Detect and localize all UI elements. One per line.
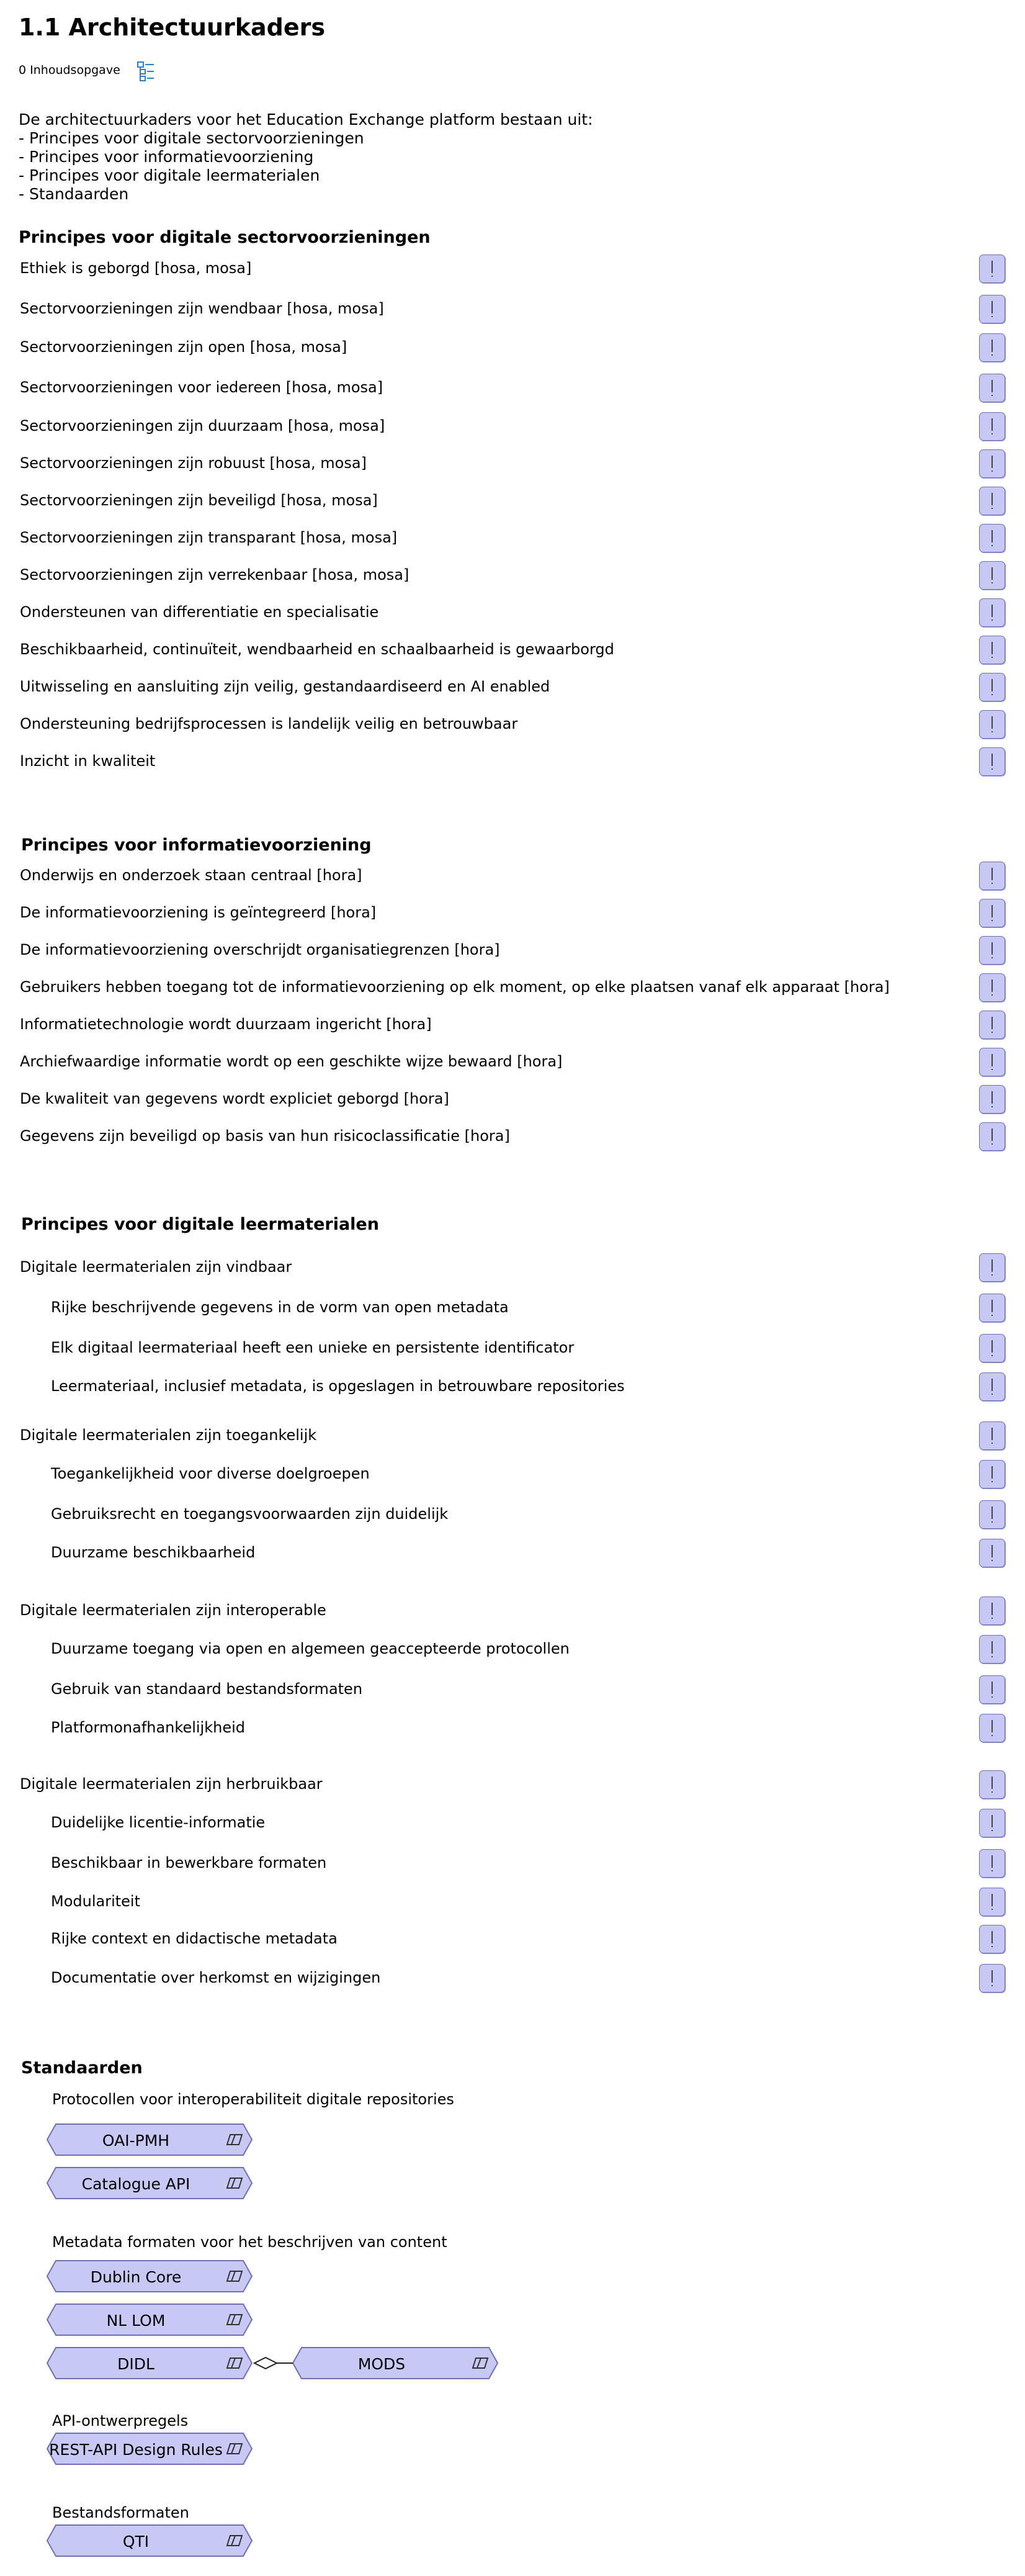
- principle-item[interactable]: Sectorvoorzieningen voor iedereen [hosa, mosa]: [20, 379, 383, 396]
- principle-item[interactable]: Ondersteunen van differentiatie en specialisatie: [20, 603, 379, 621]
- artifact-label: MODS: [357, 2355, 406, 2373]
- section-heading-standaarden: Standaarden: [21, 2058, 143, 2078]
- principle-item-exclamation-icon[interactable]: [979, 747, 1005, 776]
- sub-principle-item[interactable]: Duidelijke licentie-informatie: [51, 1814, 266, 1831]
- principle-item-exclamation-icon[interactable]: [979, 1925, 1005, 1953]
- sub-principle-item[interactable]: Documentatie over herkomst en wijzigingen: [51, 1969, 381, 1986]
- sub-principle-item[interactable]: Rijke beschrijvende gegevens in de vorm van open metadata: [51, 1299, 509, 1316]
- standard-group-label: Protocollen voor interoperabiliteit digitale repositories: [52, 2091, 454, 2108]
- principle-item-exclamation-icon[interactable]: [979, 1809, 1005, 1837]
- artifact-label: QTI: [122, 2533, 150, 2551]
- sub-principle-item[interactable]: Gebruiksrecht en toegangsvoorwaarden zijn duidelijk: [51, 1505, 449, 1523]
- principle-item-exclamation-icon[interactable]: [979, 973, 1005, 1002]
- standard-group-label: Metadata formaten voor het beschrijven van content: [52, 2233, 447, 2251]
- principle-item-exclamation-icon[interactable]: [979, 710, 1005, 739]
- aggregation-connector: [253, 2356, 294, 2373]
- principle-item-exclamation-icon[interactable]: [979, 936, 1005, 965]
- principle-item[interactable]: Sectorvoorzieningen zijn duurzaam [hosa, mosa]: [20, 417, 385, 435]
- principle-item-exclamation-icon[interactable]: [979, 561, 1005, 590]
- page-title: 1.1 Architectuurkaders: [19, 14, 326, 41]
- intro-text: De architectuurkaders voor het Education Exchange platform bestaan uit: - Principes voor digitale sectorvoorzieningen - Principes voor informatievoorziening - Principes voor digitale leermaterialen - Standaarden: [19, 110, 593, 203]
- principle-item[interactable]: Sectorvoorzieningen zijn open [hosa, mosa]: [20, 338, 347, 356]
- artifact-label: Dublin Core: [90, 2268, 182, 2286]
- principle-item-exclamation-icon[interactable]: [979, 1964, 1005, 1993]
- principle-item-exclamation-icon[interactable]: [979, 1635, 1005, 1664]
- section-heading-sector: Principes voor digitale sectorvoorzieningen: [19, 228, 431, 247]
- principle-item-exclamation-icon[interactable]: [979, 636, 1005, 664]
- principle-item[interactable]: Sectorvoorzieningen zijn verrekenbaar [hosa, mosa]: [20, 566, 410, 583]
- artifact-nl-lom[interactable]: [46, 2303, 253, 2336]
- principle-item[interactable]: Informatietechnologie wordt duurzaam ingericht [hora]: [20, 1016, 432, 1033]
- artifact-rest-api-design-rules[interactable]: [46, 2432, 253, 2466]
- principle-item[interactable]: Ethiek is geborgd [hosa, mosa]: [20, 259, 252, 277]
- principle-item[interactable]: De kwaliteit van gegevens wordt expliciet geborgd [hora]: [20, 1090, 449, 1107]
- principle-item-exclamation-icon[interactable]: [979, 1460, 1005, 1488]
- principle-item-exclamation-icon[interactable]: [979, 1596, 1005, 1625]
- principle-item-exclamation-icon[interactable]: [979, 1253, 1005, 1282]
- sub-principle-item[interactable]: Modulariteit: [51, 1893, 140, 1910]
- principle-item-exclamation-icon[interactable]: [979, 1048, 1005, 1076]
- principle-item-exclamation-icon[interactable]: [979, 295, 1005, 323]
- principle-item-exclamation-icon[interactable]: [979, 1294, 1005, 1322]
- principle-group[interactable]: Digitale leermaterialen zijn toegankelijk: [20, 1426, 317, 1444]
- principle-item[interactable]: Beschikbaarheid, continuïteit, wendbaarheid en schaalbaarheid is gewaarborgd: [20, 641, 614, 658]
- principle-item-exclamation-icon[interactable]: [979, 254, 1005, 283]
- principle-item-exclamation-icon[interactable]: [979, 862, 1005, 890]
- principle-item-exclamation-icon[interactable]: [979, 1770, 1005, 1799]
- standard-group-label: Bestandsformaten: [52, 2504, 189, 2521]
- principle-item[interactable]: Sectorvoorzieningen zijn transparant [hosa, mosa]: [20, 529, 398, 546]
- artifact-qti[interactable]: [46, 2524, 253, 2557]
- principle-item-exclamation-icon[interactable]: [979, 374, 1005, 402]
- artifact-mods[interactable]: [292, 2346, 499, 2380]
- toc-icon[interactable]: [137, 61, 155, 82]
- artifact-oai-pmh[interactable]: [46, 2123, 253, 2156]
- sub-principle-item[interactable]: Toegankelijkheid voor diverse doelgroepen: [51, 1465, 370, 1482]
- principle-item-exclamation-icon[interactable]: [979, 1675, 1005, 1704]
- sub-principle-item[interactable]: Duurzame beschikbaarheid: [51, 1544, 256, 1561]
- sub-principle-item[interactable]: Leermateriaal, inclusief metadata, is opgeslagen in betrouwbare repositories: [51, 1377, 625, 1395]
- principle-item[interactable]: Sectorvoorzieningen zijn robuust [hosa, mosa]: [20, 454, 367, 472]
- principle-item[interactable]: Ondersteuning bedrijfsprocessen is landelijk veilig en betrouwbaar: [20, 715, 518, 732]
- standard-group-label: API-ontwerpregels: [52, 2412, 189, 2430]
- principle-item-exclamation-icon[interactable]: [979, 412, 1005, 441]
- principle-item-exclamation-icon[interactable]: [979, 1334, 1005, 1362]
- principle-item-exclamation-icon[interactable]: [979, 1500, 1005, 1529]
- principle-item[interactable]: De informatievoorziening overschrijdt organisatiegrenzen [hora]: [20, 941, 500, 958]
- sub-principle-item[interactable]: Elk digitaal leermateriaal heeft een unieke en persistente identificator: [51, 1339, 575, 1356]
- sub-principle-item[interactable]: Platformonafhankelijkheid: [51, 1719, 245, 1736]
- principle-item-exclamation-icon[interactable]: [979, 1421, 1005, 1450]
- principle-item-exclamation-icon[interactable]: [979, 598, 1005, 627]
- artifact-catalogue-api[interactable]: [46, 2166, 253, 2200]
- sub-principle-item[interactable]: Duurzame toegang via open en algemeen geaccepteerde protocollen: [51, 1640, 570, 1657]
- sub-principle-item[interactable]: Rijke context en didactische metadata: [51, 1930, 338, 1947]
- principle-item[interactable]: Uitwisseling en aansluiting zijn veilig, gestandaardiseerd en AI enabled: [20, 678, 550, 695]
- principle-group[interactable]: Digitale leermaterialen zijn vindbaar: [20, 1258, 292, 1276]
- principle-item-exclamation-icon[interactable]: [979, 1539, 1005, 1567]
- principle-item[interactable]: Inzicht in kwaliteit: [20, 752, 156, 770]
- section-heading-info: Principes voor informatievoorziening: [21, 835, 372, 855]
- principle-item-exclamation-icon[interactable]: [979, 1011, 1005, 1039]
- principle-item[interactable]: Sectorvoorzieningen zijn beveiligd [hosa, mosa]: [20, 492, 378, 509]
- principle-item-exclamation-icon[interactable]: [979, 1849, 1005, 1878]
- artifact-didl[interactable]: [46, 2346, 253, 2380]
- principle-item-exclamation-icon[interactable]: [979, 899, 1005, 927]
- principle-item-exclamation-icon[interactable]: [979, 449, 1005, 478]
- principle-item-exclamation-icon[interactable]: [979, 333, 1005, 362]
- principle-item-exclamation-icon[interactable]: [979, 1085, 1005, 1114]
- artifact-dublin-core[interactable]: [46, 2259, 253, 2293]
- artifact-label: OAI-PMH: [102, 2132, 170, 2150]
- principle-item-exclamation-icon[interactable]: [979, 1122, 1005, 1151]
- artifact-label: DIDL: [117, 2355, 154, 2373]
- section-heading-leer: Principes voor digitale leermaterialen: [21, 1215, 379, 1234]
- principle-group[interactable]: Digitale leermaterialen zijn herbruikbaar: [20, 1775, 323, 1793]
- principle-item-exclamation-icon[interactable]: [979, 487, 1005, 515]
- principle-item-exclamation-icon[interactable]: [979, 1372, 1005, 1401]
- principle-item[interactable]: Gegevens zijn beveiligd op basis van hun risicoclassificatie [hora]: [20, 1127, 510, 1145]
- principle-item-exclamation-icon[interactable]: [979, 524, 1005, 552]
- principle-item[interactable]: Archiefwaardige informatie wordt op een geschikte wijze bewaard [hora]: [20, 1053, 563, 1070]
- artifact-label: NL LOM: [106, 2312, 166, 2330]
- principle-item[interactable]: Sectorvoorzieningen zijn wendbaar [hosa, mosa]: [20, 300, 384, 317]
- principle-item[interactable]: Onderwijs en onderzoek staan centraal [hora]: [20, 867, 362, 884]
- principle-item-exclamation-icon[interactable]: [979, 673, 1005, 701]
- artifact-label: REST-API Design Rules: [49, 2441, 223, 2459]
- sub-principle-item[interactable]: Gebruik van standaard bestandsformaten: [51, 1680, 363, 1698]
- principle-group[interactable]: Digitale leermaterialen zijn interoperable: [20, 1601, 326, 1619]
- artifact-label: Catalogue API: [81, 2175, 190, 2193]
- toc-link[interactable]: 0 Inhoudsopgave: [19, 63, 120, 77]
- principle-item-exclamation-icon[interactable]: [979, 1714, 1005, 1742]
- sub-principle-item[interactable]: Beschikbaar in bewerkbare formaten: [51, 1854, 327, 1871]
- principle-item-exclamation-icon[interactable]: [979, 1888, 1005, 1916]
- principle-item[interactable]: Gebruikers hebben toegang tot de informatievoorziening op elk moment, op elke plaatsen vanaf elk apparaat [hora]: [20, 978, 890, 996]
- principle-item[interactable]: De informatievoorziening is geïntegreerd [hora]: [20, 904, 377, 921]
